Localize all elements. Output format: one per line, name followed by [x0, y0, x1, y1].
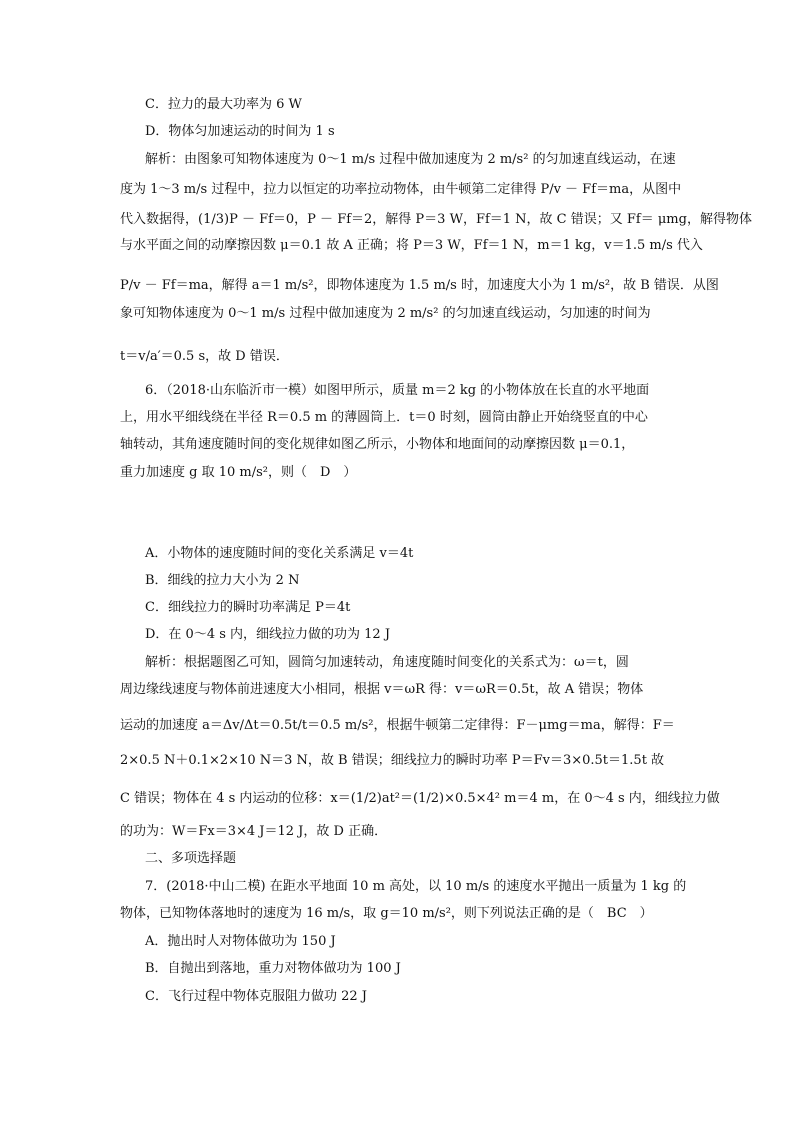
option-b-q7: B．自抛出到落地，重力对物体做功为 100 J	[145, 961, 401, 976]
option-a-q7: A．抛出时人对物体做功为 150 J	[145, 934, 336, 949]
question-6-line-1: 6．（2018·山东临沂市一模）如图甲所示，质量 m＝2 kg 的小物体放在长直的水平地面	[145, 383, 650, 398]
section-heading-multiple-choice: 二、多项选择题	[145, 851, 237, 866]
analysis-q6-line-6: 的功为：W＝Fx＝3×4 J＝12 J，故 D 正确．	[120, 824, 388, 839]
option-c-q5: C．拉力的最大功率为 6 W	[145, 97, 302, 112]
analysis-q6-line-5: C 错误；物体在 4 s 内运动的位移：x＝(1/2)at²＝(1/2)×0.5×4² m＝4 m，在 0～4 s 内，细线拉力做	[120, 791, 720, 806]
option-c-q6: C．细线拉力的瞬时功率满足 P＝4t	[145, 600, 351, 615]
analysis-q5-line-1: 解析：由图象可知物体速度为 0～1 m/s 过程中做加速度为 2 m/s² 的匀加速直线运动，在速	[145, 152, 676, 167]
analysis-q5-line-6: 象可知物体速度为 0～1 m/s 过程中做加速度为 2 m/s² 的匀加速直线运动，匀加速的时间为	[120, 306, 651, 321]
analysis-q5-line-3: 代入数据得，(1/3)P － Ff＝0，P － Ff＝2，解得 P＝3 W，Ff＝1 N，故 C 错误；又 Ff＝ μmg，解得物体	[120, 212, 752, 227]
option-a-q6: A．小物体的速度随时间的变化关系满足 v＝4t	[145, 546, 414, 561]
analysis-q5-line-5: P/v － Ff＝ma，解得 a＝1 m/s²，即物体速度为 1.5 m/s 时，加速度大小为 1 m/s²，故 B 错误．从图	[120, 278, 719, 293]
analysis-q6-line-2: 周边缘线速度与物体前进速度大小相同，根据 v＝ωR 得：v＝ωR＝0.5t，故 A 错误；物体	[120, 682, 644, 697]
option-b-q6: B．细线的拉力大小为 2 N	[145, 573, 300, 588]
option-c-q7: C．飞行过程中物体克服阻力做功 22 J	[145, 989, 367, 1004]
question-7-line-1: 7．(2018·中山二模) 在距水平地面 10 m 高处，以 10 m/s 的速度水平抛出一质量为 1 kg 的	[145, 879, 687, 894]
analysis-q6-line-3: 运动的加速度 a＝Δv/Δt＝0.5t/t＝0.5 m/s²，根据牛顿第二定律得：F－μmg＝ma，解得：F＝	[120, 718, 675, 733]
analysis-q6-line-4: 2×0.5 N＋0.1×2×10 N＝3 N，故 B 错误；细线拉力的瞬时功率 P＝Fv＝3×0.5t＝1.5t 故	[120, 753, 665, 768]
analysis-q5-line-7: t＝v/a′＝0.5 s，故 D 错误．	[120, 349, 289, 364]
analysis-q5-line-4: 与水平面之间的动摩擦因数 μ＝0.1 故 A 正确；将 P＝3 W，Ff＝1 N，m＝1 kg，v＝1.5 m/s 代入	[120, 238, 703, 253]
question-6-line-2: 上，用水平细线绕在半径 R＝0.5 m 的薄圆筒上．t＝0 时刻，圆筒由静止开始绕竖直的中心	[120, 410, 648, 425]
question-7-line-2: 物体，已知物体落地时的速度为 16 m/s，取 g＝10 m/s²，则下列说法正确的是（ BC ）	[120, 906, 653, 921]
option-d-q5: D．物体匀加速运动的时间为 1 s	[145, 124, 335, 139]
analysis-q6-line-1: 解析：根据题图乙可知，圆筒匀加速转动，角速度随时间变化的关系式为：ω＝t，圆	[145, 655, 629, 670]
question-6-line-3: 轴转动，其角速度随时间的变化规律如图乙所示，小物体和地面间的动摩擦因数 μ＝0.1，	[120, 437, 635, 452]
option-d-q6: D．在 0～4 s 内，细线拉力做的功为 12 J	[145, 627, 391, 642]
question-6-line-4: 重力加速度 g 取 10 m/s²，则（ D ）	[120, 465, 357, 480]
analysis-q5-line-2: 度为 1～3 m/s 过程中，拉力以恒定的功率拉动物体，由牛顿第二定律得 P/v － Ff＝ma，从图中	[120, 182, 682, 197]
